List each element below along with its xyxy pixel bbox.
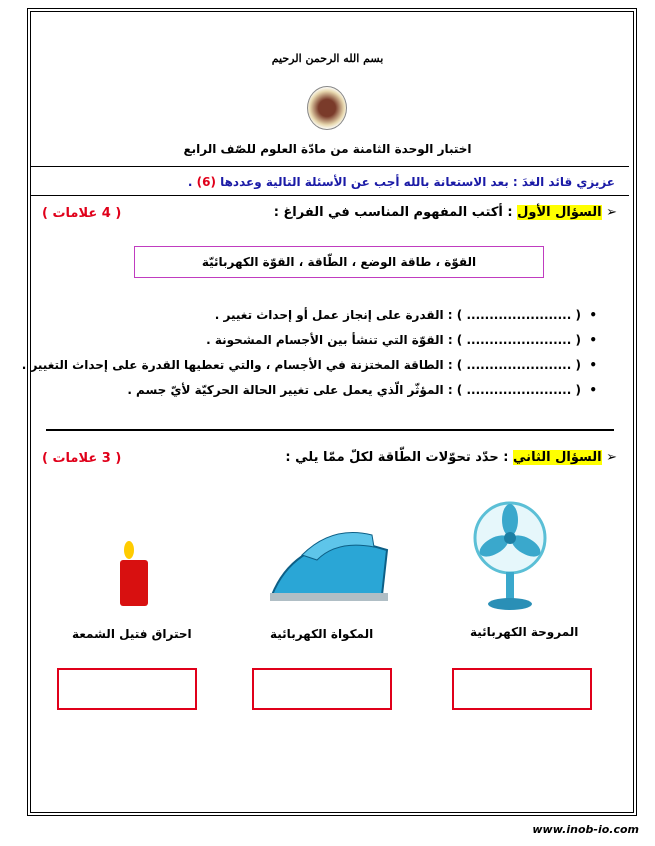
list-item: • ( ....................... ) : الطاقة المختزنة في الأجسام ، والتي تعطيها القدرة على إحداث التغيير . [21, 358, 597, 372]
instruction: عزيزي قائد الغدَ : بعد الاستعانة بالله أجب عن الأسئلة التالية وعددها (6) . [187, 175, 615, 189]
candle-label: احتراق فتيل الشمعة [72, 627, 192, 641]
fan-answer-box[interactable] [452, 668, 592, 710]
candle-icon [115, 540, 155, 610]
q1-header: ➢ السؤال الأول : أكتب المفهوم المناسب في الفراغ : [273, 205, 617, 220]
iron-answer-box[interactable] [252, 668, 392, 710]
fan-label: المروحة الكهربائية [470, 625, 579, 639]
list-item: • ( ....................... ) : المؤثّر الّذي يعمل على تغيير الحالة الحركيّة لأيّ جسم . [127, 383, 597, 397]
footer-url: www.inob-io.com [532, 823, 639, 836]
jordan-emblem-logo [307, 86, 347, 130]
candle-answer-box[interactable] [57, 668, 197, 710]
exam-title: اختبار الوحدة الثامنة من مادّة العلوم للصّف الرابع [183, 142, 472, 156]
q1-items [22, 303, 597, 403]
basmala: بسم الله الرحمن الرحيم [271, 52, 384, 65]
iron-icon [262, 525, 394, 605]
fan-icon [470, 500, 550, 612]
list-item: • ( ....................... ) : القوّة التي تنشأ بين الأجسام المشحونة . [206, 333, 597, 347]
iron-label: المكواة الكهربائية [270, 627, 374, 641]
q2-marks: ( 3 علامات ) [42, 451, 122, 466]
q1-marks: ( 4 علامات ) [42, 206, 122, 221]
word-bank: القوّة ، طاقة الوضع ، الطّاقة ، القوّة الكهربائيّة [134, 246, 544, 278]
q2-header: ➢ السؤال الثاني : حدّد تحوّلات الطّاقة لكلّ ممّا يلي : [285, 450, 617, 465]
list-item: • ( ....................... ) : القدرة على إنجاز عمل أو إحداث تغيير . [214, 308, 597, 322]
